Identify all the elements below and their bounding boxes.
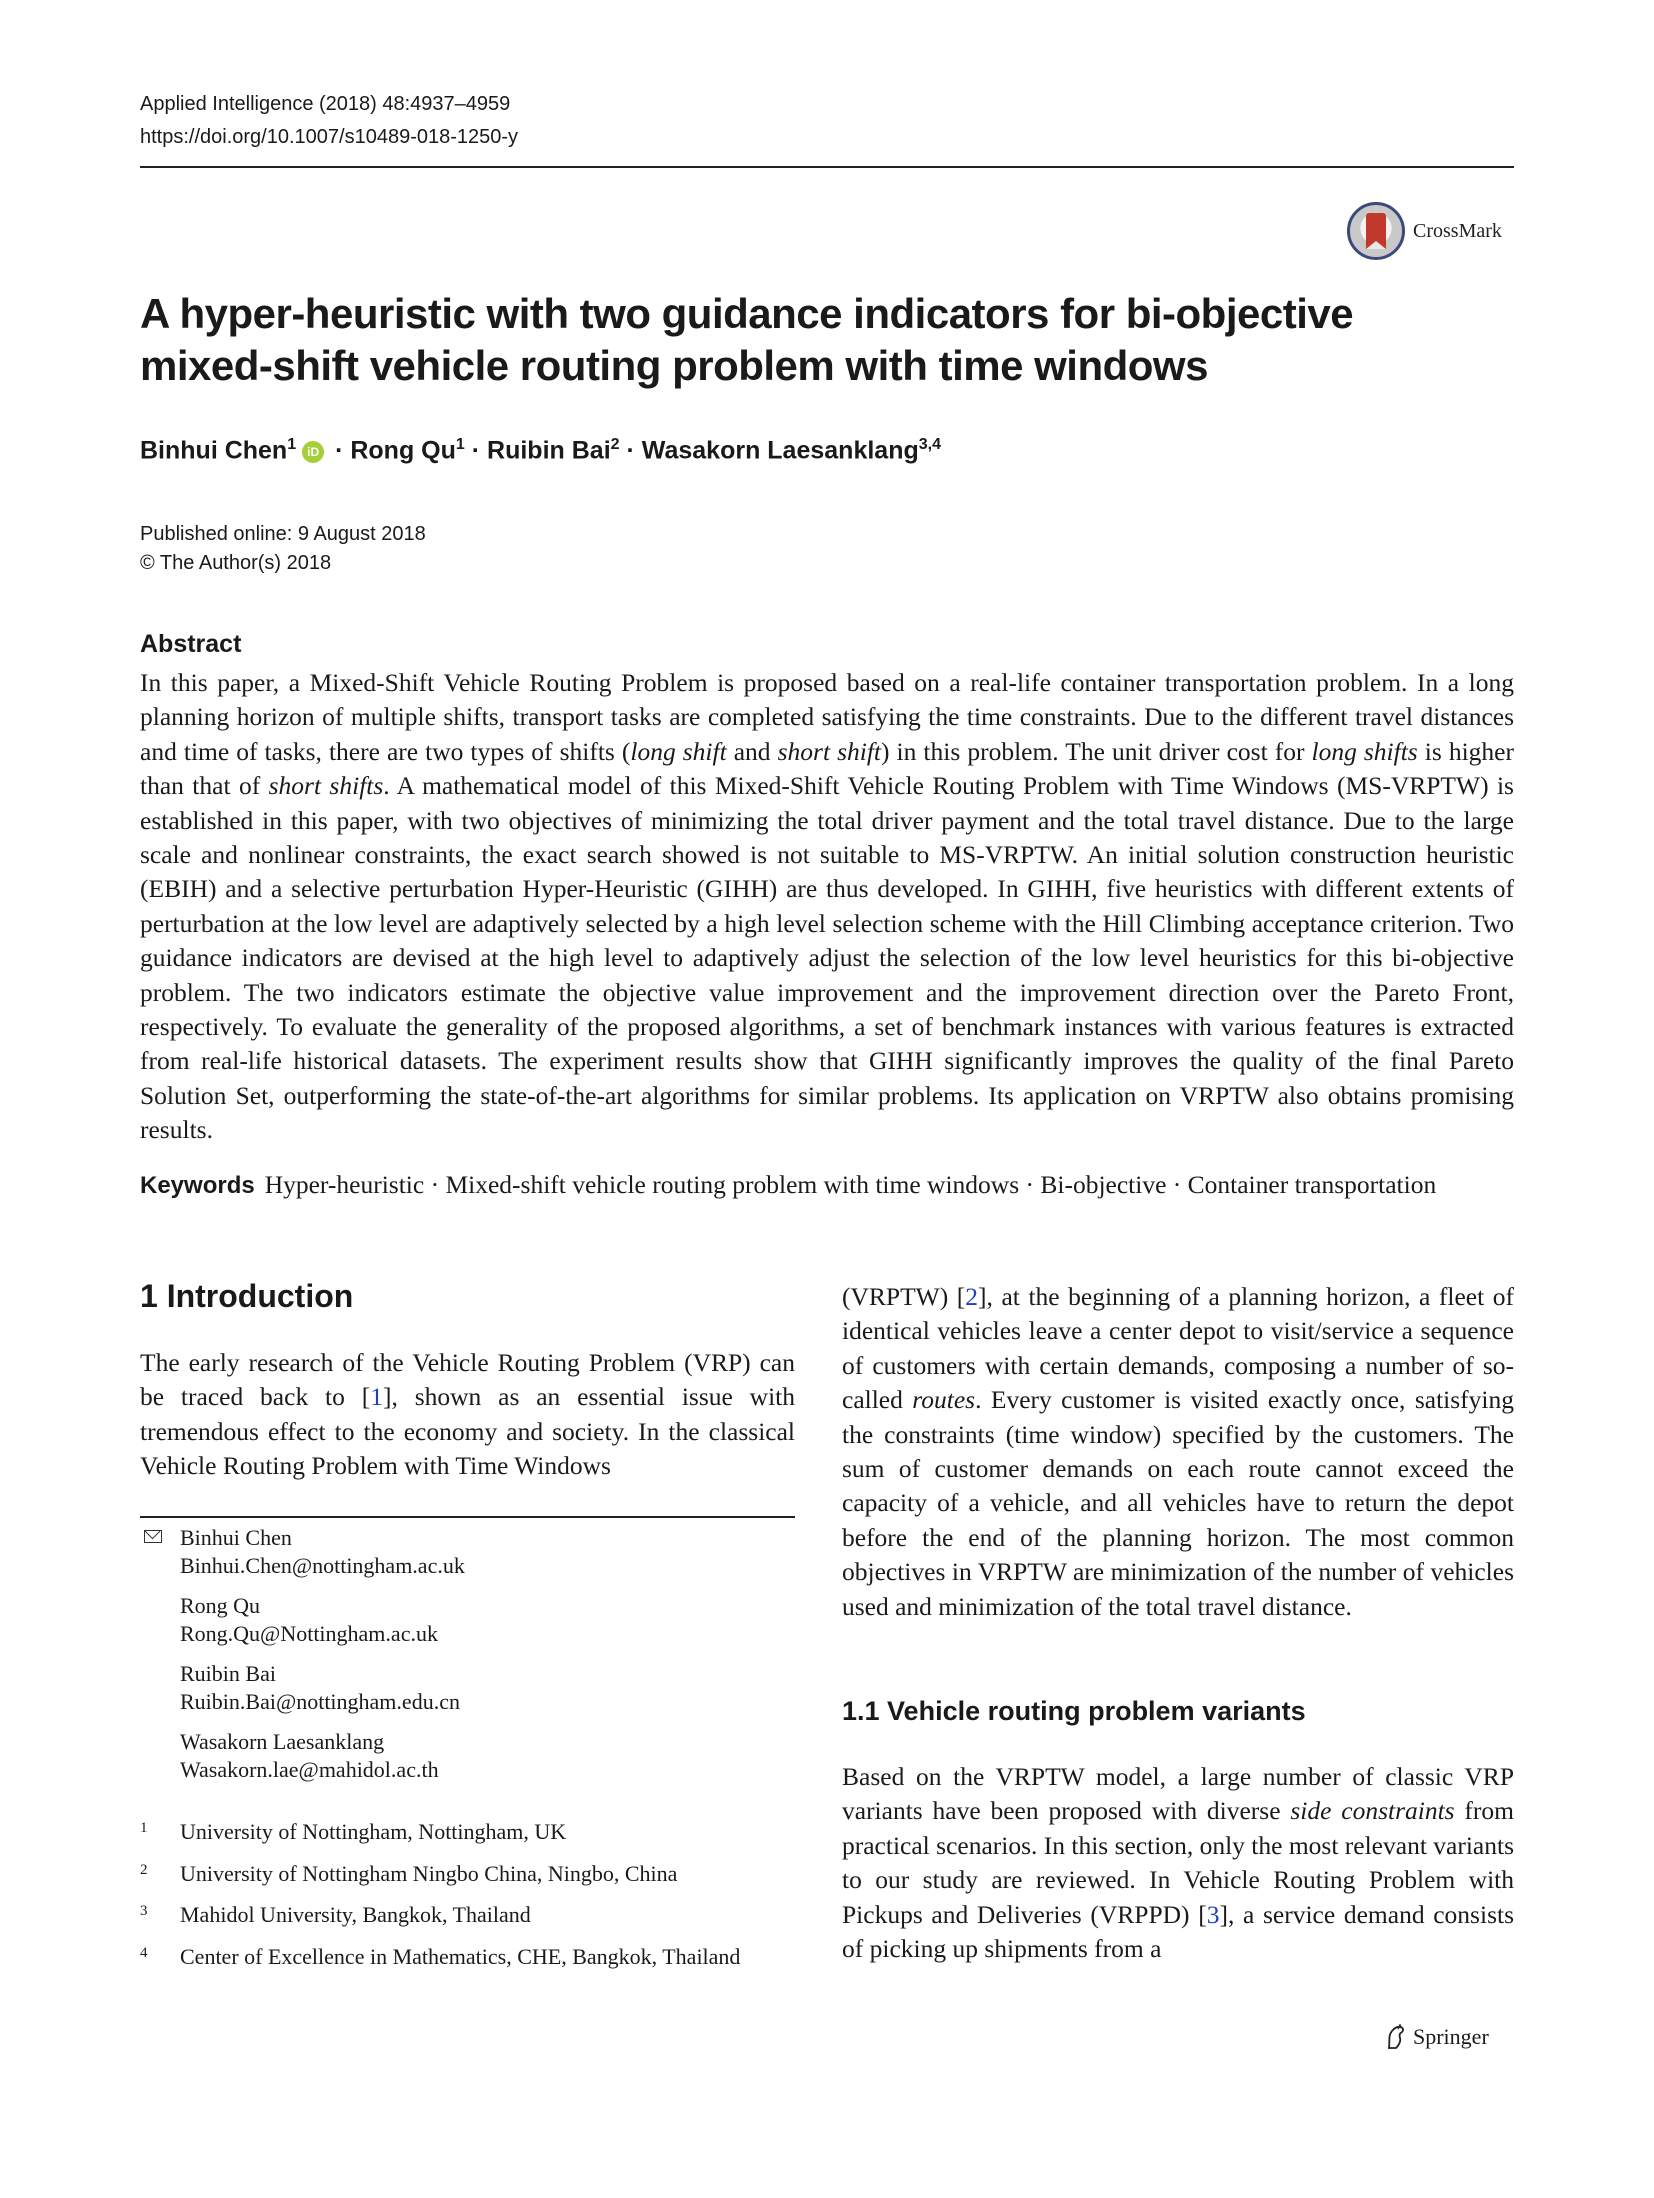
contact-name: Wasakorn Laesanklang bbox=[180, 1729, 385, 1754]
crossmark-label: CrossMark bbox=[1413, 219, 1502, 242]
author-affiliation-mark: 1 bbox=[455, 436, 465, 453]
contact-entry bbox=[140, 1660, 795, 1716]
citation-link[interactable]: 2 bbox=[965, 1282, 979, 1311]
citation-link[interactable]: 3 bbox=[1206, 1899, 1220, 1929]
footnote-rule bbox=[140, 1516, 795, 1518]
paper-title: A hyper-heuristic with two guidance indicators for bi-objective mixed-shift vehicle routing problem with time windows bbox=[140, 290, 1354, 389]
contact-name: Ruibin Bai bbox=[180, 1661, 276, 1686]
affiliations bbox=[140, 1818, 795, 1984]
keywords-text: Hyper-heuristic · Mixed-shift vehicle routing problem with time windows · Bi-objective · Container transportation bbox=[264, 1170, 1437, 1199]
contact-email[interactable]: Binhui.Chen@nottingham.ac.uk bbox=[180, 1553, 465, 1578]
author-separator: · bbox=[335, 436, 344, 465]
header-rule bbox=[140, 166, 1514, 168]
abstract-body: In this paper, a Mixed-Shift Vehicle Routing Problem is proposed based on a real-life container transportation problem. In a long planning horizon of multiple shifts, transport tasks are completed satisfying the time constraints. Due to the different travel distances and time of tasks, there are two types of shifts (long shift and short shift) in this problem. The unit driver cost for long shifts is higher than that of short shifts. A mathematical model of this Mixed-Shift Vehicle Routing Problem with Time Windows (MS-VRPTW) is established in this paper, with two objectives of minimizing the total driver payment and the total travel distance. Due to the large scale and nonlinear constraints, the exact search showed is not suitable to MS-VRPTW. An initial solution construction heuristic (EBIH) and a selective perturbation Hyper-Heuristic (GIHH) are thus developed. In GIHH, five heuristics with different extents of perturbation at the low level are adaptively selected by a high level selection scheme with the Hill Climbing acceptance criterion. Two guidance indicators are devised at the high level to adaptively adjust the selection of the low level heuristics for this bi-objective problem. The two indicators estimate the objective value improvement and the improvement direction over the Pareto Front, respectively. To evaluate the generality of the proposed algorithms, a set of benchmark instances with various features is extracted from real-life historical datasets. The experiment results show that GIHH significantly improves the quality of the final Pareto Solution Set, outperforming the state-of-the-art algorithms for similar problems. Its application on VRPTW also obtains promising results. bbox=[140, 668, 1514, 1145]
author-separator: · bbox=[626, 436, 635, 465]
orcid-icon[interactable]: iD bbox=[302, 441, 324, 463]
contact-entry bbox=[140, 1728, 795, 1784]
crossmark-badge[interactable] bbox=[1347, 202, 1502, 260]
crossmark-icon bbox=[1347, 202, 1405, 260]
introduction-paragraph: The early research of the Vehicle Routing Problem (VRP) can be traced back to [1], shown as an essential issue with tremendous effect to the economy and society. In the classical Vehicle Routing Problem with Time Windows bbox=[140, 1348, 796, 1481]
affiliation-number: 2 bbox=[140, 1861, 148, 1878]
subsection-heading-vrp-variants: 1.1 Vehicle routing problem variants bbox=[842, 1696, 1306, 1726]
contact-email[interactable]: Wasakorn.lae@mahidol.ac.th bbox=[180, 1757, 439, 1782]
author-affiliation-mark: 2 bbox=[610, 436, 620, 453]
affiliation-entry bbox=[140, 1901, 795, 1929]
publisher-logo bbox=[1385, 2024, 1489, 2050]
publication-info bbox=[140, 520, 426, 578]
affiliation-entry bbox=[140, 1943, 795, 1971]
affiliation-entry bbox=[140, 1818, 795, 1846]
contact-email[interactable]: Ruibin.Bai@nottingham.edu.cn bbox=[180, 1689, 460, 1714]
affiliation-number: 4 bbox=[140, 1944, 148, 1961]
affiliation-text: University of Nottingham Ningbo China, Ningbo, China bbox=[180, 1860, 678, 1886]
springer-horse-icon bbox=[1385, 2024, 1407, 2050]
affiliation-number: 1 bbox=[140, 1820, 148, 1836]
affiliation-text: Center of Excellence in Mathematics, CHE, Bangkok, Thailand bbox=[180, 1943, 741, 1969]
author-name[interactable]: Wasakorn Laesanklang bbox=[641, 436, 919, 465]
author-name[interactable]: Ruibin Bai bbox=[487, 436, 611, 465]
affiliation-number: 3 bbox=[140, 1903, 148, 1919]
author-name[interactable]: Binhui Chen bbox=[140, 436, 288, 465]
publisher-name: Springer bbox=[1413, 2024, 1489, 2049]
copyright: © The Author(s) 2018 bbox=[140, 552, 332, 574]
author-affiliation-mark: 3,4 bbox=[918, 436, 941, 453]
author-name[interactable]: Rong Qu bbox=[350, 436, 456, 465]
mail-icon bbox=[144, 1530, 162, 1543]
citation-link[interactable]: 1 bbox=[370, 1382, 383, 1412]
author-affiliation-mark: 1 bbox=[287, 436, 297, 453]
author-list bbox=[140, 436, 941, 465]
contact-email[interactable]: Rong.Qu@Nottingham.ac.uk bbox=[180, 1621, 438, 1646]
abstract-heading: Abstract bbox=[140, 630, 242, 658]
vrp-variants-paragraph: Based on the VRPTW model, a large number of classic VRP variants have been proposed with diverse side constraints from practical scenarios. In this section, only the most relevant variants to our study are reviewed. In Vehicle Routing Problem with Pickups and Deliveries (VRPPD) [3], a service demand consists of picking up shipments from a bbox=[842, 1762, 1515, 1964]
contact-name: Binhui Chen bbox=[180, 1525, 292, 1550]
affiliation-entry bbox=[140, 1860, 795, 1888]
affiliation-text: Mahidol University, Bangkok, Thailand bbox=[180, 1902, 531, 1927]
doi-link[interactable]: https://doi.org/10.1007/s10489-018-1250-y bbox=[140, 126, 519, 148]
affiliation-text: University of Nottingham, Nottingham, UK bbox=[180, 1819, 567, 1844]
keywords bbox=[140, 1168, 1514, 1203]
journal-citation: Applied Intelligence (2018) 48:4937–4959 bbox=[140, 93, 511, 115]
section-heading-introduction: 1 Introduction bbox=[140, 1278, 354, 1314]
journal-header bbox=[140, 88, 518, 154]
introduction-paragraph-continued: (VRPTW) [2], at the beginning of a planning horizon, a fleet of identical vehicles leave a center depot to visit/service a sequence of customers with certain demands, composing a number of so-called routes. Every customer is visited exactly once, satisfying the constraints (time window) specified by the customers. The sum of customer demands on each route cannot exceed the capacity of a vehicle, and all vehicles have to return the depot before the end of the planning horizon. The most common objectives in VRPTW are minimization of the number of vehicles used and minimization of the total travel distance. bbox=[842, 1282, 1514, 1621]
keywords-label: Keywords bbox=[140, 1172, 255, 1199]
published-date: Published online: 9 August 2018 bbox=[140, 523, 426, 545]
contact-entry bbox=[140, 1592, 795, 1648]
contact-name: Rong Qu bbox=[180, 1593, 261, 1618]
corresponding-authors bbox=[140, 1524, 795, 1796]
author-separator: · bbox=[471, 436, 481, 465]
contact-entry bbox=[140, 1524, 795, 1580]
